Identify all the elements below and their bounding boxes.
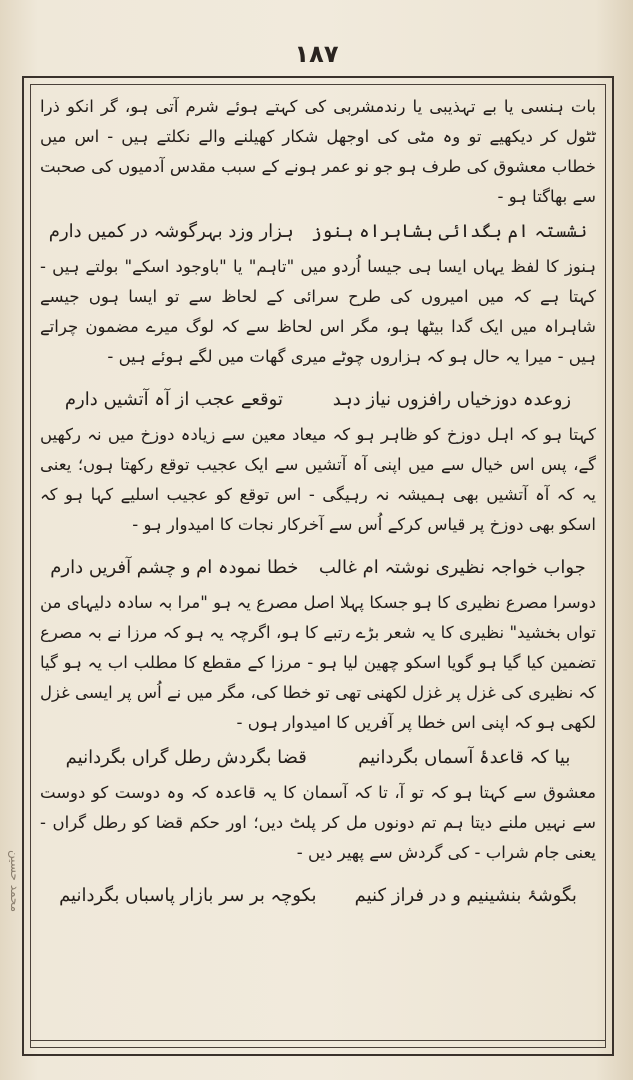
verse-4-hemistich-a: بیا کہ قاعدۂ آسماں بگردانیم xyxy=(358,747,571,768)
verse-5-hemistich-b: بکوچہ بر سر بازار پاسباں بگردانیم xyxy=(59,885,317,906)
page-number: ۱۸۷ xyxy=(294,40,339,68)
verse-2-hemistich-b: توقعے عجب از آہ آتشیں دارم xyxy=(64,389,283,410)
verse-4 xyxy=(40,740,596,776)
verse-1 xyxy=(40,214,596,250)
text-body xyxy=(40,92,596,1042)
verse-2-hemistich-a: زوعدہ دوزخیاں رافزوں نیاز دہد xyxy=(332,389,572,410)
paragraph-2: ہنوز کا لفظ یہاں ایسا ہی جیسا اُردو میں "تاہم" یا "باوجود اسکے" بولتے ہیں - کہتا ہے کہ میں امیروں کی طرح سرائی کے لحاظ سے تو ایسا ہوں جیسے شاہراہ میں ایک گدا بیٹھا ہو، مگر اس لحاظ سے کہ لوگ میرے مضمون چراتے ہیں - میرا یہ حال ہو کہ ہزاروں چوٹے میری گھات میں لگے ہوئے ہیں - xyxy=(40,257,596,366)
paragraph-4: دوسرا مصرع نظیری کا ہو جسکا پہلا اصل مصرع یہ ہو "مرا بہ سادہ دلیہای من تواں بخشید" نظیری کا یہ شعر بڑے رتبے کا ہو، اگرچہ یہ ہو کہ مرزا نے بہ مصرع تضمین کیا گیا ہو گویا اسکو چھین لیا ہو - مرزا کے مقطع کا مطلب اب یہ ہو گیا کہ نظیری کی غزل پر غزل لکھنی تھی تو خطا کی، مگر میں نے اُس پر ایسی غزل لکھی ہو کہ اپنی اس خطا پر آفریں کا امیدوار ہوں - xyxy=(40,593,596,732)
paragraph-5: معشوق سے کہتا ہو کہ تو آ، تا کہ آسمان کا یہ قاعدہ کہ وہ دوست کو دوست سے نہیں ملنے دیتا ہم تم دونوں مل کر پلٹ دیں؛ اور حکم قضا کو رطل گراں - یعنی جام شراب - کی گردش سے پھیر دیں - xyxy=(40,783,596,862)
verse-5 xyxy=(40,878,596,914)
verse-1-hemistich-b: ہزار وزد بہرگوشہ در کمیں دارم xyxy=(48,221,294,242)
verse-4-hemistich-b: قضا بگردش رطل گراں بگردانیم xyxy=(65,747,307,768)
verse-5-hemistich-a: بگوشۂ بنشینیم و در فراز کنیم xyxy=(354,885,577,906)
paragraph-1: بات ہنسی یا بے تہذیبی یا رندمشربی کی کہتے ہوئے شرم آتی ہو، گر انکو ذرا ٹٹول کر دیکھیے تو وہ مٹی کی اوجھل شکار کھیلنے والے نکلتے ہیں - اس میں خطاب معشوق کی طرف ہو جو نو عمر ہونے کے سبب مقدس آدمیوں کی صحبت سے بھاگتا ہو - xyxy=(40,97,596,206)
verse-3 xyxy=(40,550,596,586)
margin-handwritten-note: محمد حسین xyxy=(8,850,22,913)
verse-3-hemistich-a: جواب خواجہ نظیری نوشتہ ام غالب xyxy=(318,557,586,578)
verse-3-hemistich-b: خطا نمودہ ام و چشم آفریں دارم xyxy=(50,557,299,578)
verse-2 xyxy=(40,382,596,418)
paragraph-3: کہتا ہو کہ اہل دوزخ کو ظاہر ہو کہ میعاد معین سے زیادہ دوزخ میں نہ رکھیں گے، پس اس خیال سے میں اپنی آہ آتشیں سے ایک عجیب توقع رکھتا ہوں؛ یعنی یہ کہ آہ آتشیں بھی ہمیشہ نہ رہیگی - اس توقع کو عجیب اسلیے کہا ہو کہ اسکو بھی دوزخ پر قیاس کرکے اُس سے آخرکار نجات کا امیدوار ہو - xyxy=(40,425,596,534)
verse-1-hemistich-a: نشستہ ام بگدائی بشاہراہ ہنوز xyxy=(311,221,588,242)
